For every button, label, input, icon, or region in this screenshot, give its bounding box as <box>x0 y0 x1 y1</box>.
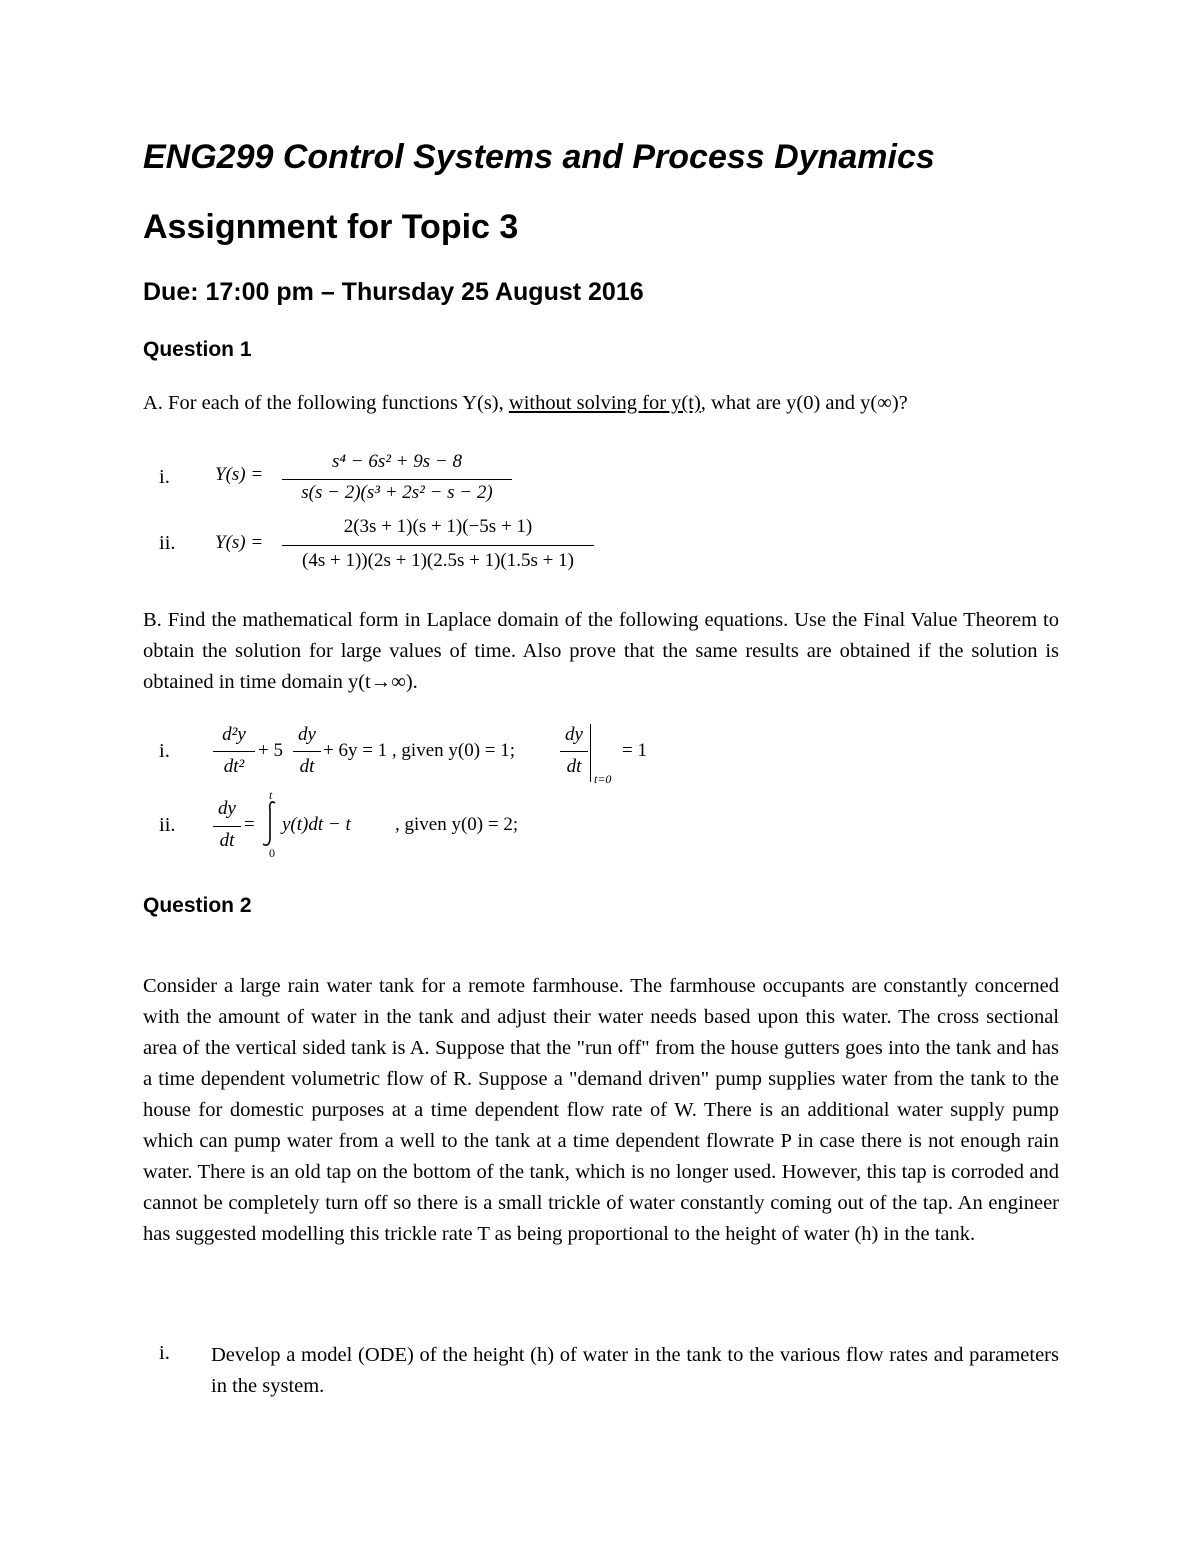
item-label: i. <box>159 740 170 762</box>
fraction-bar <box>282 479 512 480</box>
question-1-heading: Question 1 <box>143 338 252 361</box>
equation-text: + 6y = 1 , given y(0) = 1; <box>323 740 516 761</box>
item-label: ii. <box>159 532 176 554</box>
page-title: ENG299 Control Systems and Process Dynamics <box>143 138 935 176</box>
question-1b-text: B. Find the mathematical form in Laplace domain of the following equations. Use the Final Value Theorem to obtain the solution for large values of time. Also prove that the same results are obtained if the solution is obtained in time domain y(t→∞). <box>143 609 1059 693</box>
fraction-denominator: dt <box>219 830 235 851</box>
integral-sign-icon <box>260 800 280 848</box>
equation-given: , given y(0) = 2; <box>395 814 519 835</box>
fraction-denominator: dt <box>299 756 315 777</box>
equation-lhs: Y(s) = <box>215 464 264 485</box>
fraction-bar <box>213 751 255 752</box>
fraction-bar <box>213 826 241 827</box>
fraction-numerator: 2(3s + 1)(s + 1)(−5s + 1) <box>343 516 533 537</box>
fraction-denominator: dt <box>566 756 582 777</box>
fraction-denominator: s(s − 2)(s³ + 2s² − s − 2) <box>301 482 493 503</box>
underlined-phrase: without solving for y(t) <box>508 392 701 414</box>
evaluation-bar <box>590 724 591 782</box>
due-date: Due: 17:00 pm – Thursday 25 August 2016 <box>143 278 644 306</box>
fraction-bar <box>560 751 588 752</box>
equation-rhs: = 1 <box>622 740 647 761</box>
fraction-numerator: dy <box>298 724 316 745</box>
question-2-item-text: Develop a model (ODE) of the height (h) of water in the tank to the various flow rates and parameters in the system. <box>211 1344 1059 1397</box>
fraction-numerator: s⁴ − 6s² + 9s − 8 <box>332 451 462 472</box>
equals-sign: = <box>244 814 255 835</box>
item-label: i. <box>159 1342 170 1364</box>
question-1a-text: A. For each of the following functions Y(s), without solving for y(t), what are y(0) and y(∞)? <box>143 392 908 414</box>
question-2-heading: Question 2 <box>143 894 252 917</box>
fraction-bar <box>282 545 594 546</box>
fraction-denominator: (4s + 1))(2s + 1)(2.5s + 1)(1.5s + 1) <box>302 550 574 571</box>
integral-upper-limit: t <box>269 788 273 802</box>
integral-lower-limit: 0 <box>269 846 275 860</box>
item-label: ii. <box>159 814 176 836</box>
evaluation-subscript: t=0 <box>594 772 612 786</box>
fraction-numerator: dy <box>565 724 583 745</box>
fraction-numerator: dy <box>218 798 236 819</box>
coefficient: + 5 <box>258 740 283 761</box>
assignment-subtitle: Assignment for Topic 3 <box>143 208 519 246</box>
fraction-bar <box>293 751 321 752</box>
integrand: y(t)dt − t <box>282 814 351 835</box>
item-label: i. <box>159 466 170 488</box>
question-2-text: Consider a large rain water tank for a remote farmhouse. The farmhouse occupants are constantly concerned with the amount of water in the tank and adjust their water needs based upon this water. The cross sectional area of the vertical sided tank is A. Suppose that the "run off" from the house gutters goes into the tank and has a time dependent volumetric flow of R. Suppose a "demand driven" pump supplies water from the tank to the house for domestic purposes at a time dependent flow rate of W. There is an additional water supply pump which can pump water from a well to the tank at a time dependent flowrate P in case there is not enough rain water. There is an old tap on the bottom of the tank, which is no longer used. However, this tap is corroded and cannot be completely turn off so there is a small trickle of water constantly coming out of the tap. An engineer has suggested modelling this trickle rate T as being proportional to the height of water (h) in the tank. <box>143 975 1059 1245</box>
equation-lhs: Y(s) = <box>215 532 264 553</box>
fraction-denominator: dt² <box>223 756 245 777</box>
fraction-numerator: d²y <box>222 724 246 745</box>
